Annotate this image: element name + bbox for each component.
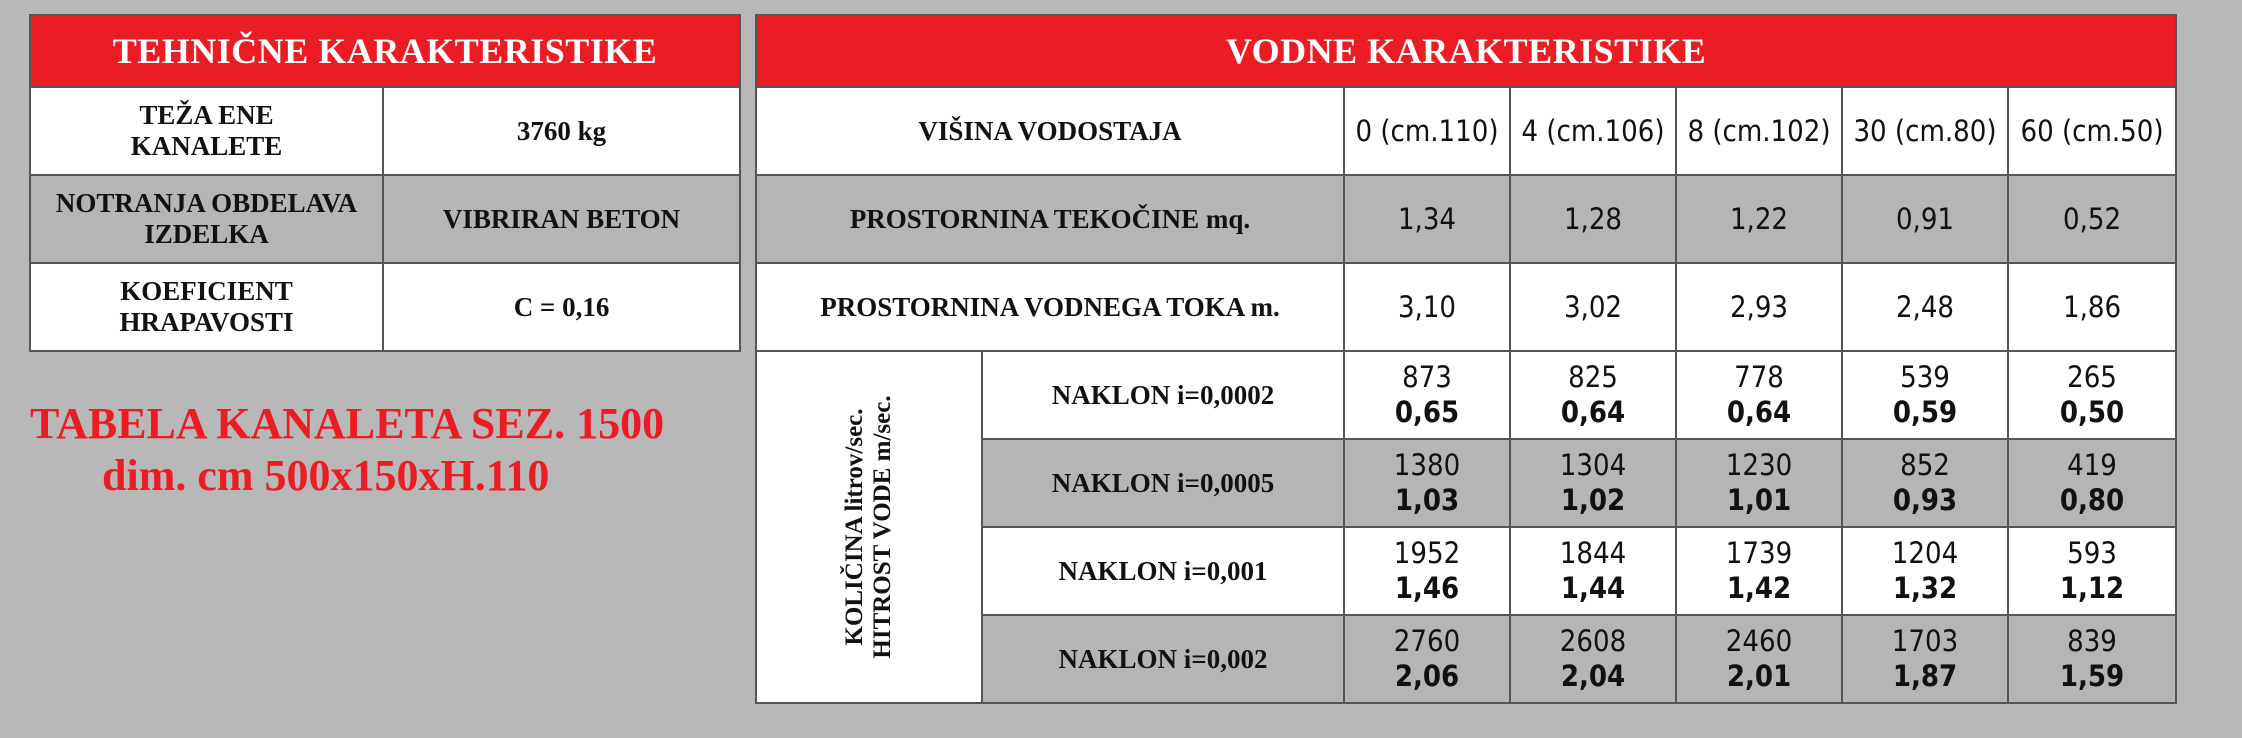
slope-cell: 2760 2,06 [1344,615,1510,703]
flow-area-cell: 2,48 [1842,263,2008,351]
table-row [30,175,740,263]
slope-label: NAKLON i=0,0002 [982,351,1344,439]
water-characteristics-table [755,14,2177,704]
weight-value: 3760 kg [383,87,740,175]
table-row [30,87,740,175]
slope-cell: 2460 2,01 [1676,615,1842,703]
flow-area-cell: 2,93 [1676,263,1842,351]
slope-cell: 839 1,59 [2008,615,2176,703]
level-cell: 8 (cm.102) [1676,87,1842,175]
flow-area-cell: 3,02 [1510,263,1676,351]
slope-cell: 419 0,80 [2008,439,2176,527]
slope-cell: 873 0,65 [1344,351,1510,439]
side-label [841,395,897,658]
slope-label: NAKLON i=0,0005 [982,439,1344,527]
title-line-2: dim. cm 500x150xH.110 [102,451,550,500]
slope-cell: 1952 1,46 [1344,527,1510,615]
volume-cell: 0,91 [1842,175,2008,263]
slope-cell: 1739 1,42 [1676,527,1842,615]
level-cell: 4 (cm.106) [1510,87,1676,175]
volume-cell: 1,22 [1676,175,1842,263]
slope-cell: 778 0,64 [1676,351,1842,439]
flow-area-label: PROSTORNINA VODNEGA TOKA m. [756,263,1344,351]
slope-cell: 825 0,64 [1510,351,1676,439]
slope-cell: 1703 1,87 [1842,615,2008,703]
table-row [756,263,2176,351]
title-line-1: TABELA KANALETA SEZ. 1500 [30,399,665,448]
slope-cell: 265 0,50 [2008,351,2176,439]
speed-unit-label: HITROST VODE m/sec. [869,395,896,659]
roughness-value: C = 0,16 [383,263,740,351]
finish-label: NOTRANJA OBDELAVA IZDELKA [30,175,383,263]
water-header: VODNE KARAKTERISTIKE [756,15,2176,87]
table-row [30,263,740,351]
slope-cell: 1304 1,02 [1510,439,1676,527]
table-row [756,351,2176,439]
side-label-cell [756,351,982,703]
qty-unit-label: KOLIČINA litrov/sec. [841,408,868,646]
table-row [756,87,2176,175]
slope-label: NAKLON i=0,001 [982,527,1344,615]
slope-label: NAKLON i=0,002 [982,615,1344,703]
slope-cell: 852 0,93 [1842,439,2008,527]
slope-cell: 539 0,59 [1842,351,2008,439]
volume-cell: 1,28 [1510,175,1676,263]
slope-cell: 1230 1,01 [1676,439,1842,527]
flow-area-cell: 1,86 [2008,263,2176,351]
level-cell: 0 (cm.110) [1344,87,1510,175]
weight-label: TEŽA ENE KANALETE [30,87,383,175]
technical-characteristics-table [29,14,741,352]
volume-label: PROSTORNINA TEKOČINE mq. [756,175,1344,263]
finish-value: VIBRIRAN BETON [383,175,740,263]
table-row [756,175,2176,263]
volume-cell: 1,34 [1344,175,1510,263]
volume-cell: 0,52 [2008,175,2176,263]
level-cell: 60 (cm.50) [2008,87,2176,175]
slope-cell: 593 1,12 [2008,527,2176,615]
slope-cell: 1844 1,44 [1510,527,1676,615]
flow-area-cell: 3,10 [1344,263,1510,351]
level-label: VIŠINA VODOSTAJA [756,87,1344,175]
slope-cell: 2608 2,04 [1510,615,1676,703]
level-cell: 30 (cm.80) [1842,87,2008,175]
tech-header: TEHNIČNE KARAKTERISTIKE [30,15,740,87]
slope-cell: 1380 1,03 [1344,439,1510,527]
slope-cell: 1204 1,32 [1842,527,2008,615]
page-title [30,398,750,502]
roughness-label: KOEFICIENT HRAPAVOSTI [30,263,383,351]
